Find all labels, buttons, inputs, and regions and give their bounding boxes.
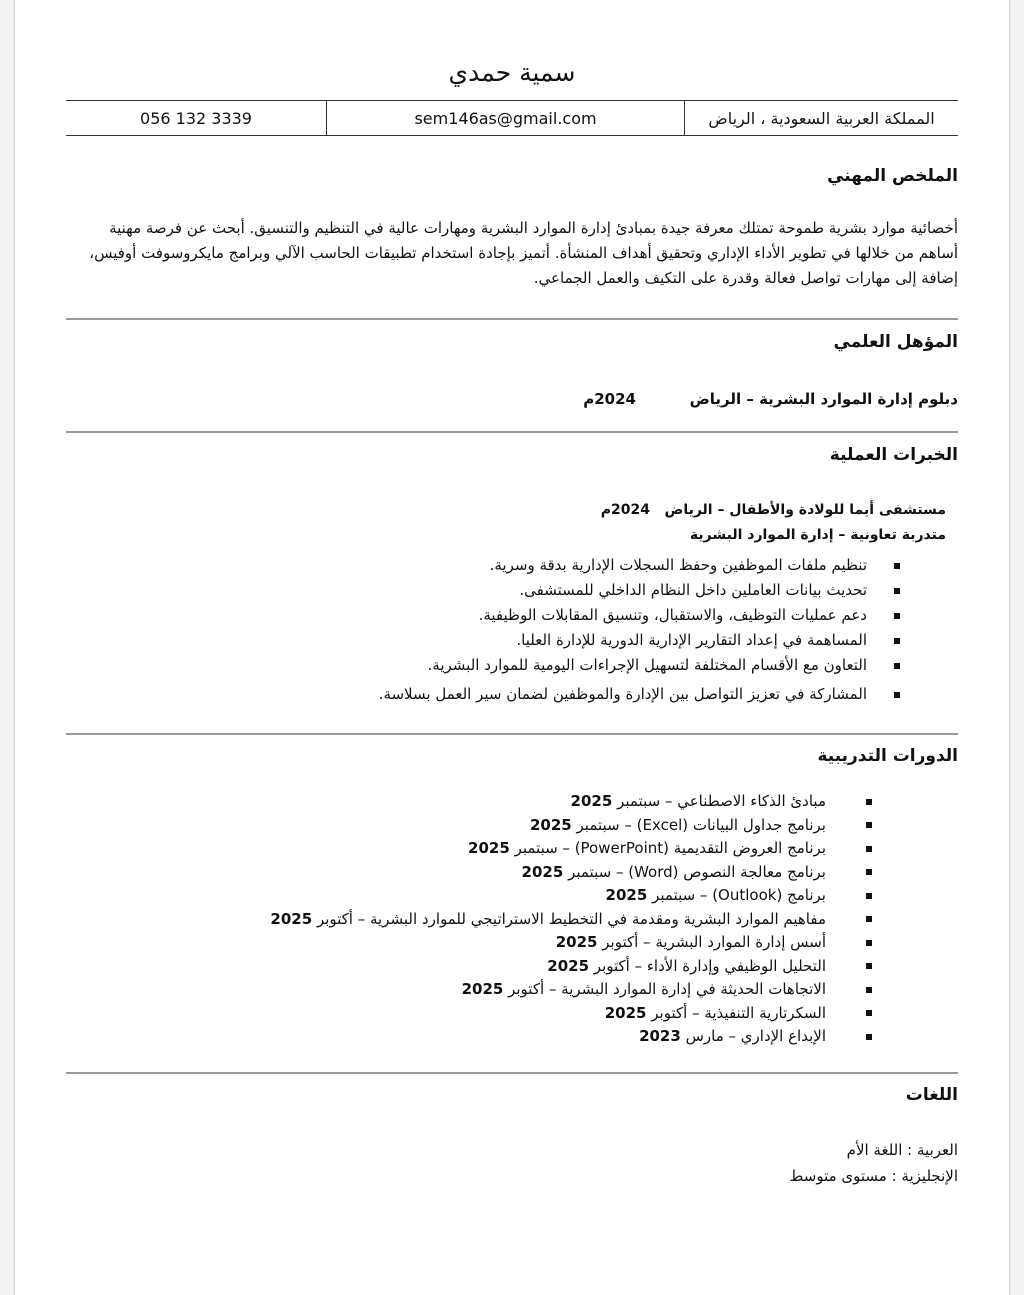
course-name: برنامج العروض التقديمية (PowerPoint) – سبتمبر <box>514 839 826 857</box>
course-year: 2025 <box>570 792 613 810</box>
contact-bar <box>66 100 958 136</box>
bullet-square-icon <box>866 869 872 875</box>
bullet-square-icon <box>866 1010 872 1016</box>
list-item <box>270 837 872 861</box>
course-year: 2025 <box>605 886 648 904</box>
list-item <box>270 908 872 932</box>
email-text: sem146as@gmail.com <box>414 108 597 128</box>
contact-location: المملكة العربية السعودية ، الرياض <box>684 101 958 135</box>
list-item <box>379 653 900 678</box>
page-frame-right <box>1009 0 1024 1295</box>
education-year: 2024م <box>583 390 636 408</box>
course-year: 2025 <box>461 980 504 998</box>
course-name: التحليل الوظيفي وإدارة الأداء – أكتوبر <box>593 956 826 975</box>
summary-title: الملخص المهني <box>827 166 958 186</box>
bullet-square-icon <box>894 588 900 594</box>
bullet-square-icon <box>866 963 872 969</box>
list-item <box>270 814 872 838</box>
bullet-square-icon <box>866 799 872 805</box>
list-item <box>379 682 900 707</box>
list-item <box>270 1002 872 1026</box>
contact-phone <box>66 101 326 135</box>
language-english: الإنجليزية : مستوى متوسط <box>789 1167 958 1185</box>
list-item <box>270 790 872 814</box>
task-text: التعاون مع الأقسام المختلفة لتسهيل الإجراءات اليومية للموارد البشرية. <box>427 656 867 674</box>
phone-text: 056 132 3339 <box>140 108 252 128</box>
bullet-square-icon <box>894 613 900 619</box>
bullet-square-icon <box>894 663 900 669</box>
bullet-square-icon <box>894 563 900 569</box>
list-item <box>379 578 900 603</box>
experience-task-list <box>379 553 900 707</box>
list-item <box>270 931 872 955</box>
list-item <box>270 1025 872 1049</box>
course-year: 2025 <box>547 956 590 975</box>
education-degree: دبلوم إدارة الموارد البشرية – الرياض <box>689 390 958 408</box>
languages-title: اللغات <box>905 1085 958 1105</box>
list-item <box>379 628 900 653</box>
course-name: مفاهيم الموارد البشرية ومقدمة في التخطيط الاستراتيجي للموارد البشرية – أكتوبر <box>316 909 826 928</box>
bullet-square-icon <box>866 987 872 993</box>
divider <box>66 1072 958 1074</box>
list-item <box>270 884 872 908</box>
bullet-square-icon <box>866 940 872 946</box>
experience-header <box>66 502 946 518</box>
course-name: السكرتارية التنفيذية – أكتوبر <box>651 1003 826 1022</box>
list-item <box>270 861 872 885</box>
task-text: تحديث بيانات العاملين داخل النظام الداخلي للمستشفى. <box>519 581 867 599</box>
list-item <box>270 978 872 1002</box>
course-name: مبادئ الذكاء الاصطناعي – سبتمبر <box>617 792 826 810</box>
education-entry <box>66 390 958 408</box>
course-name: برنامج معالجة النصوص (Word) – سبتمبر <box>568 862 826 881</box>
bullet-square-icon <box>866 846 872 852</box>
bullet-square-icon <box>894 692 900 698</box>
task-text: دعم عمليات التوظيف، والاستقبال، وتنسيق المقابلات الوظيفية. <box>478 606 867 624</box>
list-item <box>270 955 872 979</box>
course-year: 2025 <box>270 909 313 928</box>
list-item <box>379 603 900 628</box>
task-text: المشاركة في تعزيز التواصل بين الإدارة والموظفين لضمان سير العمل بسلاسة. <box>378 685 867 703</box>
course-name: الإبداع الإداري – مارس <box>685 1027 826 1045</box>
experience-title: الخبرات العملية <box>829 445 958 465</box>
bullet-square-icon <box>866 916 872 922</box>
course-year: 2025 <box>555 933 598 951</box>
list-item <box>379 553 900 578</box>
courses-list <box>270 790 872 1049</box>
divider <box>66 733 958 735</box>
language-arabic: العربية : اللغة الأم <box>846 1141 958 1159</box>
task-text: تنظيم ملفات الموظفين وحفظ السجلات الإدارية بدقة وسرية. <box>489 556 867 574</box>
experience-year: 2024م <box>600 502 650 518</box>
course-name: الاتجاهات الحديثة في إدارة الموارد البشرية – أكتوبر <box>508 980 826 998</box>
divider <box>66 318 958 320</box>
bullet-square-icon <box>866 893 872 899</box>
bullet-square-icon <box>894 638 900 644</box>
candidate-name: سمية حمدي <box>448 58 576 87</box>
divider <box>66 431 958 433</box>
course-year: 2023 <box>639 1027 681 1045</box>
course-year: 2025 <box>604 1003 647 1022</box>
summary-text: أخصائية موارد بشرية طموحة تمتلك معرفة جيدة بمبادئ إدارة الموارد البشرية ومهارات عالية في التنظيم والتنسيق. أبحث عن فرصة مهنية أساهم من خلالها في تطوير الأداء الإداري وتحقيق أهداف المنشأة. أتميز بإجادة استخدام تطبيقات الحاسب الآلي وبرامج مايكروسوفت أوفيس، إضافة إلى مهارات تواصل فعالة وقدرة على التكيف والعمل الجماعي. <box>89 219 958 287</box>
course-name: برنامج (Outlook) – سبتمبر <box>652 886 826 904</box>
task-text: المساهمة في إعداد التقارير الإدارية الدورية للإدارة العليا. <box>516 631 867 649</box>
course-year: 2025 <box>529 815 572 834</box>
bullet-square-icon <box>866 1034 872 1040</box>
courses-title: الدورات التدريبية <box>817 746 958 766</box>
page-frame-left <box>0 0 15 1295</box>
course-year: 2025 <box>468 839 510 857</box>
course-year: 2025 <box>521 862 564 881</box>
education-title: المؤهل العلمي <box>833 332 958 352</box>
bullet-square-icon <box>866 822 872 828</box>
contact-email <box>326 101 684 135</box>
course-name: برنامج جداول البيانات (Excel) – سبتمبر <box>576 815 826 834</box>
experience-employer: مستشفى أيما للولادة والأطفال – الرياض <box>664 502 946 518</box>
course-name: أسس إدارة الموارد البشرية – أكتوبر <box>602 933 826 951</box>
experience-role: متدربة تعاونية – إدارة الموارد البشرية <box>689 527 946 543</box>
resume-page <box>66 0 958 1295</box>
